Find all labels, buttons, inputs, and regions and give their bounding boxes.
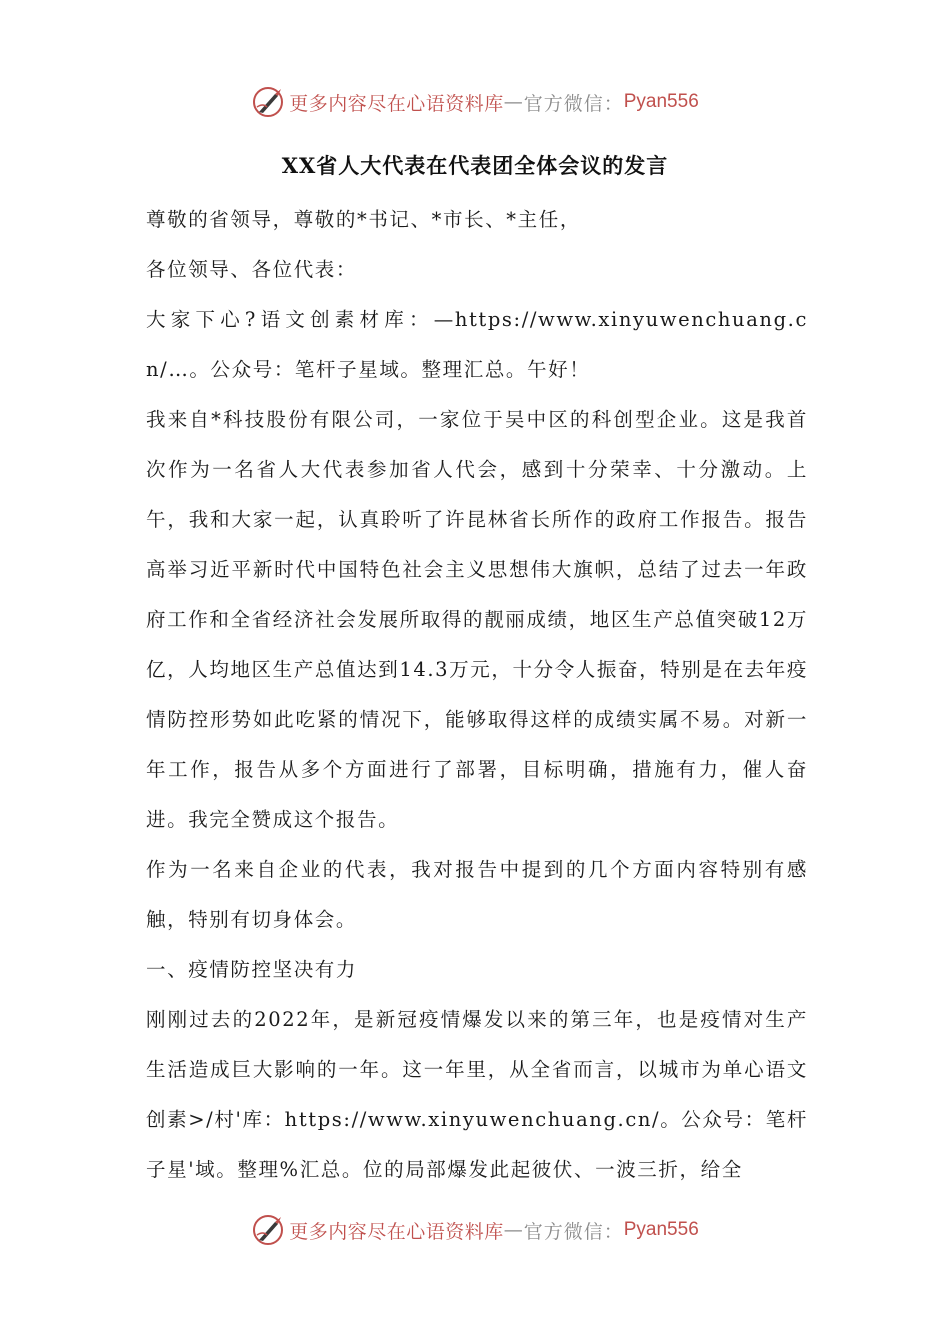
- header-watermark-banner: [0, 82, 950, 122]
- quill-logo-icon: [251, 85, 285, 119]
- paragraph-feelings: 作为一名来自企业的代表，我对报告中提到的几个方面内容特别有感触，特别有切身体会。: [146, 858, 808, 931]
- document-body: [146, 195, 808, 1195]
- header-separator: —: [503, 91, 524, 113]
- paragraph-introduction: 我来自*科技股份有限公司，一家位于吴中区的科创型企业。这是我首次作为一名省人大代表参加省人代会，感到十分荣幸、十分激动。上午，我和大家一起，认真聆听了许昆林省长所作的政府工作报告。报告高举习近平新时代中国特色社会主义思想伟大旗帜，总结了过去一年政府工作和全省经济社会发展所取得的靓丽成绩，地区生产总值突破12万亿，人均地区生产总值达到14.3万元，十分令人振奋，特别是在去年疫情防控形势如此吃紧的情况下，能够取得这样的成绩实属不易。对新一年工作，报告从多个方面进行了部署，目标明确，措施有力，催人奋进。我完全赞成这个报告。: [146, 408, 808, 831]
- section-heading-1: 一、疫情防控坚决有力: [146, 958, 358, 981]
- header-wechat-id: Pyan556: [623, 91, 699, 112]
- footer-separator: —: [503, 1219, 524, 1241]
- quill-logo-icon: [251, 1213, 285, 1247]
- footer-brand-text: 更多内容尽在心语资料库: [289, 1220, 504, 1243]
- header-official-label: 官方微信：: [523, 92, 624, 115]
- paragraph-greeting: 大家下心?语文创素材库：—https://www.xinyuwenchuang.cn/…。公众号：笔杆子星域。整理汇总。午好！: [146, 308, 808, 381]
- footer-official-label: 官方微信：: [523, 1220, 624, 1243]
- document-title: XX省人大代表在代表团全体会议的发言: [281, 153, 669, 178]
- paragraph-salutation-1: 尊敬的省领导，尊敬的*书记、*市长、*主任，: [146, 208, 581, 231]
- header-brand-text: 更多内容尽在心语资料库: [289, 92, 504, 115]
- paragraph-epidemic: 刚刚过去的2022年，是新冠疫情爆发以来的第三年，也是疫情对生产生活造成巨大影响的一年。这一年里，从全省而言，以城市为单心语文创素>/村'库：https://www.xinyuwenchuang.cn/。公众号：笔杆子星'域。整理%汇总。位的局部爆发此起彼伏、一波三折，给全: [146, 1008, 808, 1181]
- footer-watermark-banner: [0, 1210, 950, 1250]
- footer-wechat-id: Pyan556: [623, 1219, 699, 1240]
- paragraph-salutation-2: 各位领导、各位代表：: [146, 258, 358, 281]
